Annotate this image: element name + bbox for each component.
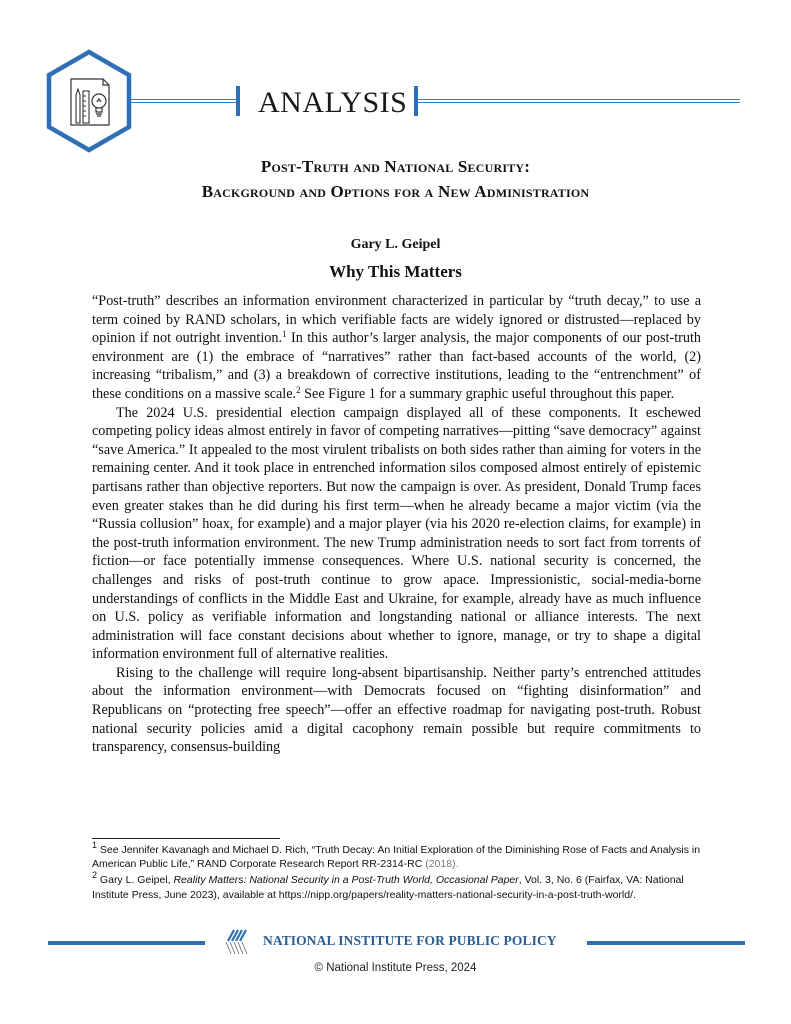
document-title-line-2: Background and Options for a New Administration [201,182,590,201]
footnotes [92,840,701,904]
analysis-hexagon-icon [45,49,133,153]
organization-name: NATIONAL INSTITUTE FOR PUBLIC POLICY [263,933,557,948]
footnote: $^2$ Gary L. Geipel, Reality Matters: National Security in a Post-Truth World, Occasional Paper, Vol. 3, No. 6 (Fairfax, VA: National Institute Press, June 2023), available at https://nipp.org/papers/reality-matters-national-security-in-a-post-truth-world/. [92,870,684,901]
section-heading: Why This Matters [329,262,462,281]
paragraph: The 2024 U.S. presidential election campaign displayed all of these components. It eschewed competing policy ideas almost entirely in favor of competing narratives—pitting “save democracy” against “save America.” It appealed to the most virulent tribalists on both sides rather than aiming for voters in the remaining center. And it took place in entrenched information silos composed almost entirely of epistemic partisans rather than objective reporters. But now the campaign is over. As president, Donald Trump faces even greater stakes than he did during his first term—when he already became a major victim (via the “Russia collusion” hoax, for example) and a major player (via his 2020 re-election claims, for example) in the post-truth information environment. The new Trump administration needs to sort fact from torrents of fiction—or face potentially immense consequences. Where U.S. national security is concerned, the challenges and risks of post-truth continue to grow apace. Impressionistic, social-media-borne understandings of conflicts in the Middle East and Ukraine, for example, already have as much influence on U.S. policy as verifiable information and longstanding national or alliance interests. The next administration will face constant decisions about whether to ignore, manage, or try to shape a digital information environment full of alternative realities. [92,404,701,663]
section-label: ANALYSIS [258,86,408,119]
header-divider-right [414,86,418,116]
body-text [92,292,701,757]
footer-line-right [587,941,745,945]
footer-line-left [48,941,205,945]
copyright-notice: © National Institute Press, 2024 [314,962,477,974]
paragraph: “Post-truth” describes an information environment characterized in particular by “truth decay,” to use a term coined by RAND scholars, in which verifiable facts are widely ignored or distrusted—replaced by opinion if not outright invention.$^1$ In this author’s larger analysis, the major components of our post-truth environment are (1) the embrace of “narratives” rather than fact-based accounts of the world, (2) increasing “tribalism,” and (3) a breakdown of corrective institutions, leading to the “entrenchment” of these conditions on a massive scale.$^2$ See Figure 1 for a summary graphic useful throughout this paper. [92,293,701,402]
document-title-line-1: Post-Truth and National Security: [260,157,531,176]
paragraph: Rising to the challenge will require long-absent bipartisanship. Neither party’s entrenched attitudes about the information environment—with Democrats focused on “fighting disinformation” and Republicans on “protecting free speech”—offer an effective roadmap for navigating post-truth. Robust national security policies amid a digital cacophony remain possible but require commitments to transparency, consensus-building [92,664,701,756]
footnote-ref[interactable]: 1 [282,329,287,340]
header-divider-left [236,86,240,116]
author-name: Gary L. Geipel [350,237,441,252]
footnote-divider [92,838,280,839]
nipp-logo-icon [220,929,256,955]
footnote: $^1$ See Jennifer Kavanagh and Michael D. Rich, “Truth Decay: An Initial Exploration of the Diminishing Rose of Facts and Analysis in American Public Life,” RAND Corporate Research Report RR-2314-RC (2018). [92,840,701,871]
header-line-left [131,99,237,100]
header-line-right [418,99,740,100]
header-line-left [131,102,237,103]
header-line-right [418,102,740,103]
footnote-ref[interactable]: 2 [296,384,301,395]
